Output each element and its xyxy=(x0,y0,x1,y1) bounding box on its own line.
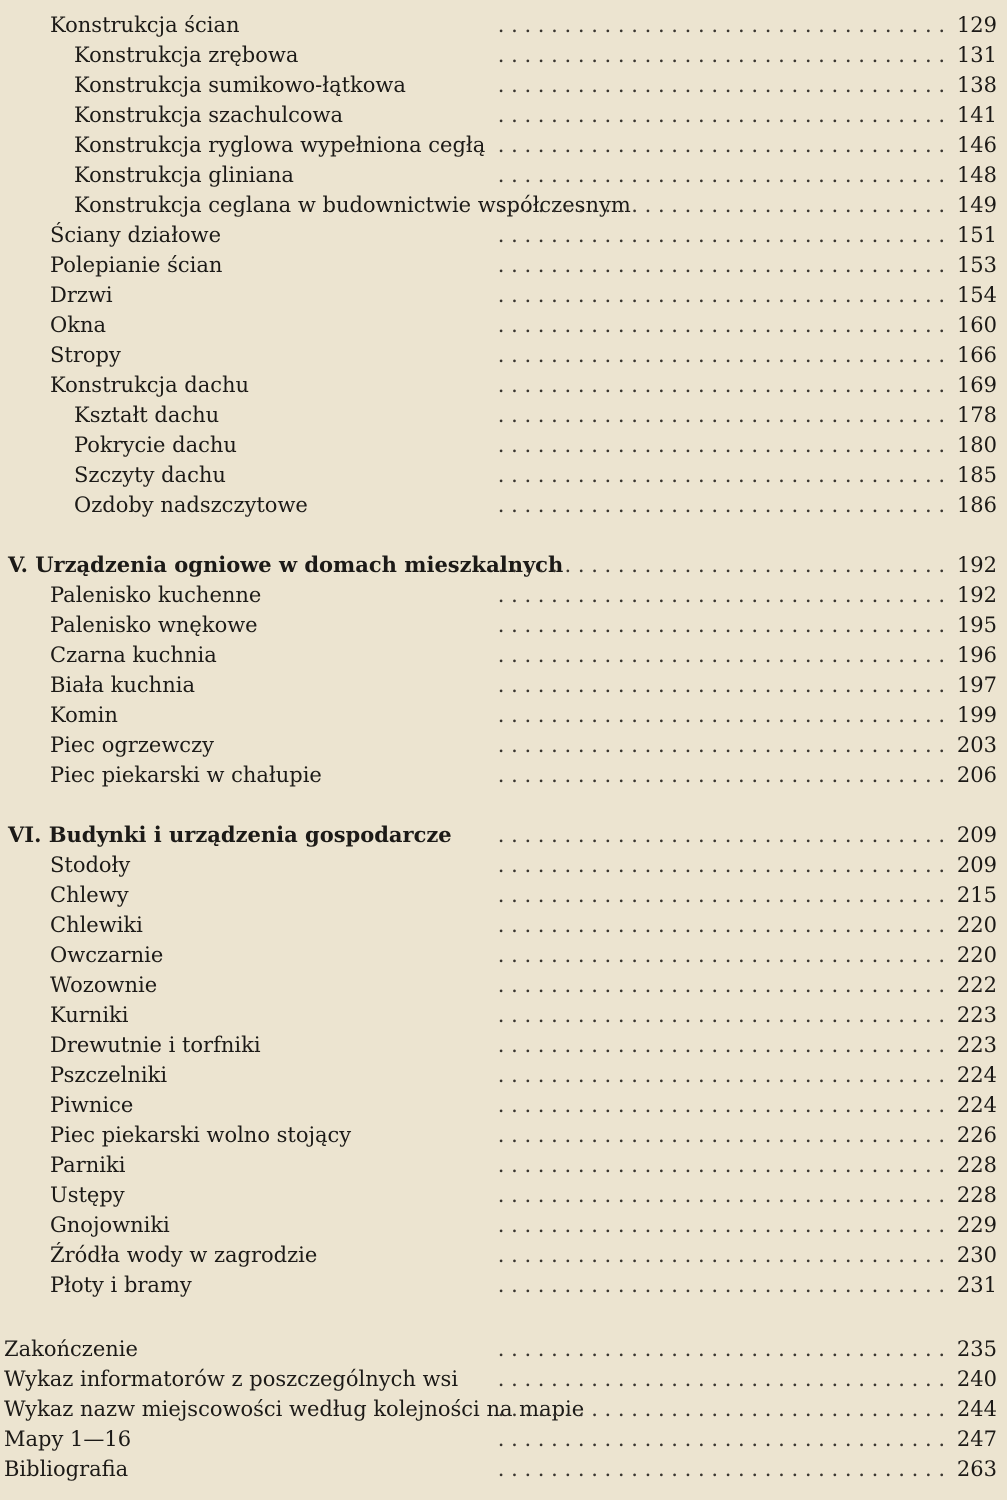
dot-leader: . . . . . . . . . . . . . . . . . . . . . . . . . . . . . . . . . . xyxy=(497,883,945,907)
dot-leader: . . . . . . . . . . . . . . . . . . . . . . . . . . . . . . . . . . xyxy=(497,733,945,757)
page-number: 224 xyxy=(956,1063,997,1087)
toc-entry xyxy=(0,190,1007,220)
page-number: 235 xyxy=(956,1337,997,1361)
entry-title: Chlewiki xyxy=(50,913,143,937)
toc-entry xyxy=(0,1150,1007,1180)
entry-title: Polepianie ścian xyxy=(50,253,223,277)
dot-leader: . . . . . . . . . . . . . . . . . . . . . . . . . . . . . . . . . . xyxy=(497,73,945,97)
page-number: 209 xyxy=(956,823,997,847)
entry-title: Drewutnie i torfniki xyxy=(50,1033,261,1057)
entry-title: Płoty i bramy xyxy=(50,1273,192,1297)
toc-entry xyxy=(0,940,1007,970)
page-number: 196 xyxy=(956,643,997,667)
dot-leader: . . . . . . . . . . . . . . . . . . . . . . . . . . . . . . . . . . xyxy=(497,1243,945,1267)
entry-title: Piec piekarski wolno stojący xyxy=(50,1123,352,1147)
dot-leader: . . . . . . . . . . . . . . . . . . . . . . . . . . . . . . . . . . xyxy=(497,943,945,967)
page-number: 228 xyxy=(956,1153,997,1177)
entry-title: Mapy 1—16 xyxy=(4,1427,132,1451)
page-number: 185 xyxy=(956,463,997,487)
dot-leader: . . . . . . . . . . . . . . . . . . . . . . . . . . . . . . . . . . xyxy=(497,1367,945,1391)
entry-title: Stropy xyxy=(50,343,121,367)
dot-leader: . . . . . . . . . . . . . . . . . . . . . . . . . . . . . . . . . . xyxy=(497,133,945,157)
dot-leader: . . . . . . . . . . . . . . . . . . . . . . . . . . . . . . . . . . xyxy=(497,913,945,937)
page-number: 197 xyxy=(956,673,997,697)
entry-title: Biała kuchnia xyxy=(50,673,195,697)
dot-leader: . . . . . . . . . . . . . . . . . . . . . . . . . . . . . . . . . . xyxy=(497,763,945,787)
entry-title: Bibliografia xyxy=(4,1457,129,1481)
dot-leader: . . . . . . . . . . . . . . . . . . . . . . . . . . . . . . . . . . xyxy=(497,973,945,997)
page-number: 215 xyxy=(956,883,997,907)
page-number: 240 xyxy=(956,1367,997,1391)
page-number: 223 xyxy=(956,1003,997,1027)
entry-title: Kurniki xyxy=(50,1003,129,1027)
entry-title: Chlewy xyxy=(50,883,129,907)
page-number: 226 xyxy=(956,1123,997,1147)
dot-leader: . . . . . . . . . . . . . . . . . . . . . . . . . . . . . . . . . . xyxy=(497,223,945,247)
page-number: 209 xyxy=(956,853,997,877)
page-number: 231 xyxy=(956,1273,997,1297)
toc-entry xyxy=(0,1454,1007,1484)
page-number: 195 xyxy=(956,613,997,637)
dot-leader: . . . . . . . . . . . . . . . . . . . . . . . . . . . . . . . . . . xyxy=(497,583,945,607)
dot-leader: . . . . . . . . . . . . . . . . . . . . . . . . . . . . . . . . . . xyxy=(497,433,945,457)
entry-title: Piec ogrzewczy xyxy=(50,733,214,757)
entry-title: Konstrukcja ścian xyxy=(50,13,240,37)
toc-entry xyxy=(0,880,1007,910)
page-number: 151 xyxy=(956,223,997,247)
entry-title: Palenisko kuchenne xyxy=(50,583,262,607)
page-number: 178 xyxy=(956,403,997,427)
page-number: 192 xyxy=(956,583,997,607)
dot-leader: . . . . . . . . . . . . . . . . . . . . . . . . . . . . . . . . . . xyxy=(497,43,945,67)
toc-entry xyxy=(0,1334,1007,1364)
toc-entry xyxy=(0,1090,1007,1120)
dot-leader: . . . . . . . . . . . . . . . . . . . . . . . . . . . . . . . . . . xyxy=(497,853,945,877)
dot-leader: . . . . . . . . . . . . . . . . . . . . . . . . . . . . . . . . . . xyxy=(497,673,945,697)
dot-leader: . . . . . . . . . . . . . . . . . . . . . . . . . . . . . . . . . . xyxy=(497,1123,945,1147)
dot-leader: . . . . . . . . . . . . . . . . . . . . . . . . . . . . . . . . . . xyxy=(497,1273,945,1297)
entry-title: Wykaz nazw miejscowości według kolejności na mapie xyxy=(4,1397,585,1421)
page-number: 263 xyxy=(956,1457,997,1481)
page-number: 129 xyxy=(956,13,997,37)
dot-leader: . . . . . . . . . . . . . . . . . . . . . . . . . . . . . . . . . . xyxy=(497,1397,945,1421)
entry-title: Czarna kuchnia xyxy=(50,643,217,667)
dot-leader: . . . . . . . . . . . . . . . . . . . . . . . . . . . . . . . . . . xyxy=(497,1093,945,1117)
toc-entry xyxy=(0,310,1007,340)
toc-entry xyxy=(0,70,1007,100)
toc-entry xyxy=(0,1210,1007,1240)
dot-leader: . . . . . . . . . . . . . . . . . . . . . . . . . . . . . . . . . . xyxy=(497,343,945,367)
toc-entry xyxy=(0,1394,1007,1424)
toc-entry xyxy=(0,40,1007,70)
dot-leader: . . . . . . . . . . . . . . . . . . . . . . . . . . . . . . . . . . xyxy=(497,1213,945,1237)
toc-entry xyxy=(0,1060,1007,1090)
chapter-entry xyxy=(0,820,1007,850)
entry-title: Owczarnie xyxy=(50,943,164,967)
entry-title: Piwnice xyxy=(50,1093,134,1117)
toc-entry xyxy=(0,10,1007,40)
entry-title: Komin xyxy=(50,703,118,727)
page-number: 223 xyxy=(956,1033,997,1057)
dot-leader: . . . . . . . . . . . . . . . . . . . . . . . . . . . . . . . . . . xyxy=(497,253,945,277)
dot-leader: . . . . . . . . . . . . . . . . . . . . . . . . . . . . . . . . . . xyxy=(497,553,945,577)
dot-leader: . . . . . . . . . . . . . . . . . . . . . . . . . . . . . . . . . . xyxy=(497,1337,945,1361)
page-number: 230 xyxy=(956,1243,997,1267)
toc-entry xyxy=(0,910,1007,940)
toc-entry xyxy=(0,1180,1007,1210)
toc-entry xyxy=(0,430,1007,460)
page-number: 153 xyxy=(956,253,997,277)
dot-leader: . . . . . . . . . . . . . . . . . . . . . . . . . . . . . . . . . . xyxy=(497,643,945,667)
toc-entry xyxy=(0,1120,1007,1150)
page-number: 229 xyxy=(956,1213,997,1237)
entry-title: VI. Budynki i urządzenia gospodarcze xyxy=(8,822,452,847)
entry-title: Wozownie xyxy=(50,973,158,997)
page-number: 166 xyxy=(956,343,997,367)
entry-title: Wykaz informatorów z poszczególnych wsi xyxy=(4,1367,459,1391)
toc-entry xyxy=(0,760,1007,790)
dot-leader: . . . . . . . . . . . . . . . . . . . . . . . . . . . . . . . . . . xyxy=(497,1033,945,1057)
page-number: 220 xyxy=(956,943,997,967)
toc-entry xyxy=(0,850,1007,880)
entry-title: Pokrycie dachu xyxy=(74,433,237,457)
toc-entry xyxy=(0,670,1007,700)
entry-title: Parniki xyxy=(50,1153,126,1177)
dot-leader: . . . . . . . . . . . . . . . . . . . . . . . . . . . . . . . . . . xyxy=(497,13,945,37)
toc-entry xyxy=(0,250,1007,280)
dot-leader: . . . . . . . . . . . . . . . . . . . . . . . . . . . . . . . . . . xyxy=(497,1063,945,1087)
toc-entry xyxy=(0,100,1007,130)
toc-entry xyxy=(0,160,1007,190)
entry-title: Konstrukcja zrębowa xyxy=(74,43,299,67)
entry-title: Ściany działowe xyxy=(50,223,222,247)
entry-title: Konstrukcja ceglana w budownictwie współczesnym xyxy=(74,193,631,217)
page-number: 192 xyxy=(956,553,997,577)
page-number: 220 xyxy=(956,913,997,937)
page-number: 138 xyxy=(956,73,997,97)
dot-leader: . . . . . . . . . . . . . . . . . . . . . . . . . . . . . . . . . . xyxy=(497,1153,945,1177)
page-number: 247 xyxy=(956,1427,997,1451)
entry-title: Konstrukcja gliniana xyxy=(74,163,294,187)
entry-title: Zakończenie xyxy=(4,1337,138,1361)
dot-leader: . . . . . . . . . . . . . . . . . . . . . . . . . . . . . . . . . . xyxy=(497,463,945,487)
entry-title: Piec piekarski w chałupie xyxy=(50,763,322,787)
dot-leader: . . . . . . . . . . . . . . . . . . . . . . . . . . . . . . . . . . xyxy=(497,1003,945,1027)
entry-title: Gnojowniki xyxy=(50,1213,170,1237)
entry-title: Konstrukcja dachu xyxy=(50,373,250,397)
toc-entry xyxy=(0,610,1007,640)
dot-leader: . . . . . . . . . . . . . . . . . . . . . . . . . . . . . . . . . . xyxy=(497,703,945,727)
toc-entry xyxy=(0,1000,1007,1030)
entry-title: Okna xyxy=(50,313,106,337)
chapter-entry xyxy=(0,550,1007,580)
dot-leader: . . . . . . . . . . . . . . . . . . . . . . . . . . . . . . . . . . xyxy=(497,1427,945,1451)
dot-leader: . . . . . . . . . . . . . . . . . . . . . . . . . . . . . . . . . . xyxy=(497,163,945,187)
page-number: 146 xyxy=(956,133,997,157)
toc-entry xyxy=(0,1424,1007,1454)
entry-title: Kształt dachu xyxy=(74,403,220,427)
toc-entry xyxy=(0,700,1007,730)
entry-title: Stodoły xyxy=(50,853,131,877)
entry-title: Drzwi xyxy=(50,283,113,307)
page-number: 186 xyxy=(956,493,997,517)
toc-entry xyxy=(0,970,1007,1000)
page-number: 228 xyxy=(956,1183,997,1207)
dot-leader: . . . . . . . . . . . . . . . . . . . . . . . . . . . . . . . . . . xyxy=(497,373,945,397)
dot-leader: . . . . . . . . . . . . . . . . . . . . . . . . . . . . . . . . . . xyxy=(497,493,945,517)
page-number: 222 xyxy=(956,973,997,997)
dot-leader: . . . . . . . . . . . . . . . . . . . . . . . . . . . . . . . . . . xyxy=(497,313,945,337)
page-number: 160 xyxy=(956,313,997,337)
entry-title: Konstrukcja sumikowo-łątkowa xyxy=(74,73,406,97)
dot-leader: . . . . . . . . . . . . . . . . . . . . . . . . . . . . . . . . . . xyxy=(497,823,945,847)
toc-entry xyxy=(0,580,1007,610)
page-number: 141 xyxy=(956,103,997,127)
toc-entry xyxy=(0,460,1007,490)
toc-entry xyxy=(0,1270,1007,1300)
entry-title: Konstrukcja ryglowa wypełniona cegłą xyxy=(74,133,486,157)
entry-title: Pszczelniki xyxy=(50,1063,168,1087)
toc-entry xyxy=(0,400,1007,430)
page-number: 206 xyxy=(956,763,997,787)
dot-leader: . . . . . . . . . . . . . . . . . . . . . . . . . . . . . . . . . . xyxy=(497,103,945,127)
page-number: 169 xyxy=(956,373,997,397)
toc-entry xyxy=(0,730,1007,760)
dot-leader: . . . . . . . . . . . . . . . . . . . . . . . . . . . . . . . . . . xyxy=(497,193,945,217)
entry-title: Palenisko wnękowe xyxy=(50,613,258,637)
toc-entry xyxy=(0,280,1007,310)
toc-entry xyxy=(0,1364,1007,1394)
page-number: 154 xyxy=(956,283,997,307)
page-number: 244 xyxy=(956,1397,997,1421)
entry-title: Szczyty dachu xyxy=(74,463,226,487)
entry-title: Ozdoby nadszczytowe xyxy=(74,493,308,517)
page-number: 131 xyxy=(956,43,997,67)
dot-leader: . . . . . . . . . . . . . . . . . . . . . . . . . . . . . . . . . . xyxy=(497,1457,945,1481)
toc-entry xyxy=(0,130,1007,160)
toc-entry xyxy=(0,640,1007,670)
toc-entry xyxy=(0,1240,1007,1270)
entry-title: Konstrukcja szachulcowa xyxy=(74,103,344,127)
toc-entry xyxy=(0,490,1007,520)
dot-leader: . . . . . . . . . . . . . . . . . . . . . . . . . . . . . . . . . . xyxy=(497,1183,945,1207)
entry-title: Ustępy xyxy=(50,1183,125,1207)
entry-title: Źródła wody w zagrodzie xyxy=(50,1243,318,1267)
page-number: 149 xyxy=(956,193,997,217)
page-number: 224 xyxy=(956,1093,997,1117)
dot-leader: . . . . . . . . . . . . . . . . . . . . . . . . . . . . . . . . . . xyxy=(497,613,945,637)
page-number: 180 xyxy=(956,433,997,457)
page-number: 148 xyxy=(956,163,997,187)
toc-entry xyxy=(0,340,1007,370)
entry-title: V. Urządzenia ogniowe w domach mieszkalnych xyxy=(8,552,564,577)
page-number: 203 xyxy=(956,733,997,757)
page-number: 199 xyxy=(956,703,997,727)
toc-entry xyxy=(0,220,1007,250)
toc-entry xyxy=(0,370,1007,400)
dot-leader: . . . . . . . . . . . . . . . . . . . . . . . . . . . . . . . . . . xyxy=(497,283,945,307)
toc-entry xyxy=(0,1030,1007,1060)
dot-leader: . . . . . . . . . . . . . . . . . . . . . . . . . . . . . . . . . . xyxy=(497,403,945,427)
